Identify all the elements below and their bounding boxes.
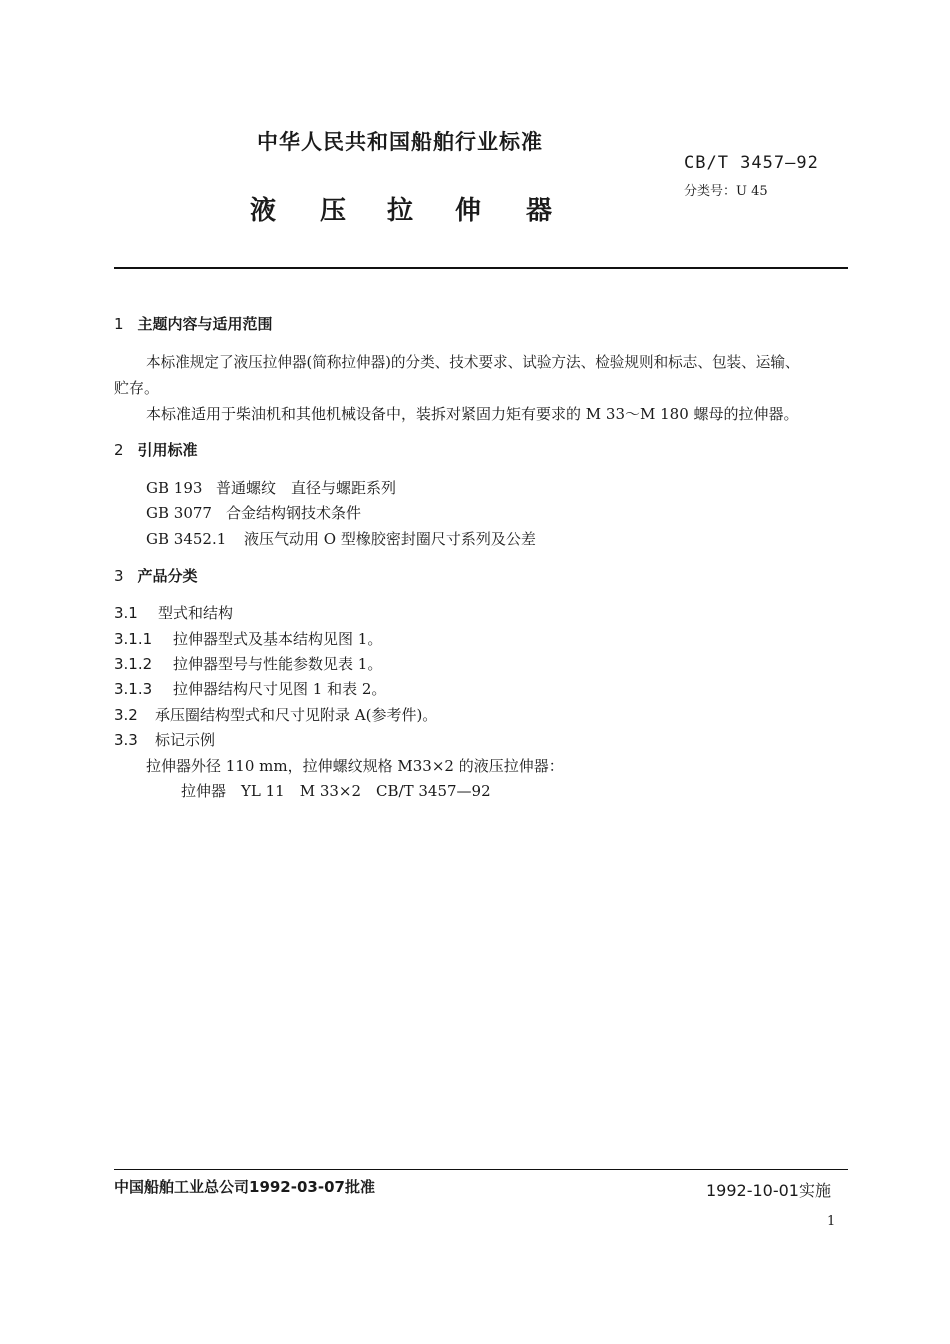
section-1-heading [114,313,273,334]
subsection-number: 3.2 [114,706,138,724]
title-char: 伸 [455,196,482,226]
title-char: 压 [320,196,347,226]
subsection-item [114,704,437,725]
subsection-text: 拉伸器型式及基本结构见图 1。 [173,630,383,648]
subsection-number: 3.3 [114,731,138,749]
section-1-paragraph-1-cont: 贮存。 [114,379,160,397]
subsection-number: 3.1.1 [114,630,153,648]
issuer-title: 中华人民共和国船舶行业标准 [257,130,543,154]
reference-code: GB 193 [146,479,203,497]
implementation-date: 1992-10-01实施 [706,1181,831,1200]
section-number: 2 [114,441,124,459]
title-char: 液 [250,196,277,226]
subsection-number: 3.1 [114,604,138,622]
section-title: 引用标准 [137,441,198,459]
classification-number: 分类号：U 45 [684,184,768,199]
title-char: 器 [526,196,553,226]
reference-item [146,528,536,549]
subsection-item [114,602,233,623]
section-title: 主题内容与适用范围 [137,315,273,333]
marking-example-description: 拉伸器外径 110 mm，拉伸螺纹规格 M33×2 的液压拉伸器： [146,757,564,775]
subsection-number: 3.1.3 [114,680,153,698]
reference-title: 液压气动用 O 型橡胶密封圈尺寸系列及公差 [244,530,536,548]
subsection-item [114,653,382,674]
subsection-item [114,678,386,699]
subsection-item [114,729,215,750]
subsection-text: 拉伸器结构尺寸见图 1 和表 2。 [173,680,387,698]
reference-item [146,477,396,498]
marking-example: 拉伸器 YL 11 M 33×2 CB/T 3457—92 [181,782,491,800]
footer-divider [114,1169,848,1170]
subsection-number: 3.1.2 [114,655,153,673]
section-3-heading [114,565,198,586]
standard-number: CB/T 3457—92 [684,153,819,173]
section-title: 产品分类 [137,567,198,585]
subsection-item [114,628,382,649]
section-number: 3 [114,567,124,585]
section-1-paragraph-2: 本标准适用于柴油机和其他机械设备中，装拆对紧固力矩有要求的 M 33～M 180 螺母的拉伸器。 [146,405,799,423]
reference-title: 合金结构钢技术条件 [226,504,362,522]
approval-statement: 中国船舶工业总公司1992-03-07批准 [114,1178,375,1196]
section-number: 1 [114,315,124,333]
title-char: 拉 [387,196,414,226]
reference-title: 普通螺纹 直径与螺距系列 [216,479,397,497]
reference-code: GB 3452.1 [146,530,227,548]
subsection-text: 型式和结构 [158,604,234,622]
reference-code: GB 3077 [146,504,212,522]
reference-item [146,502,361,523]
subsection-text: 拉伸器型号与性能参数见表 1。 [173,655,383,673]
section-2-heading [114,439,198,460]
header-divider [114,267,848,269]
subsection-text: 承压圈结构型式和尺寸见附录 A(参考件)。 [155,706,438,724]
subsection-text: 标记示例 [155,731,216,749]
section-1-paragraph-1: 本标准规定了液压拉伸器(简称拉伸器)的分类、技术要求、试验方法、检验规则和标志、包装、运输、 [146,354,800,371]
page-number: 1 [827,1214,836,1229]
